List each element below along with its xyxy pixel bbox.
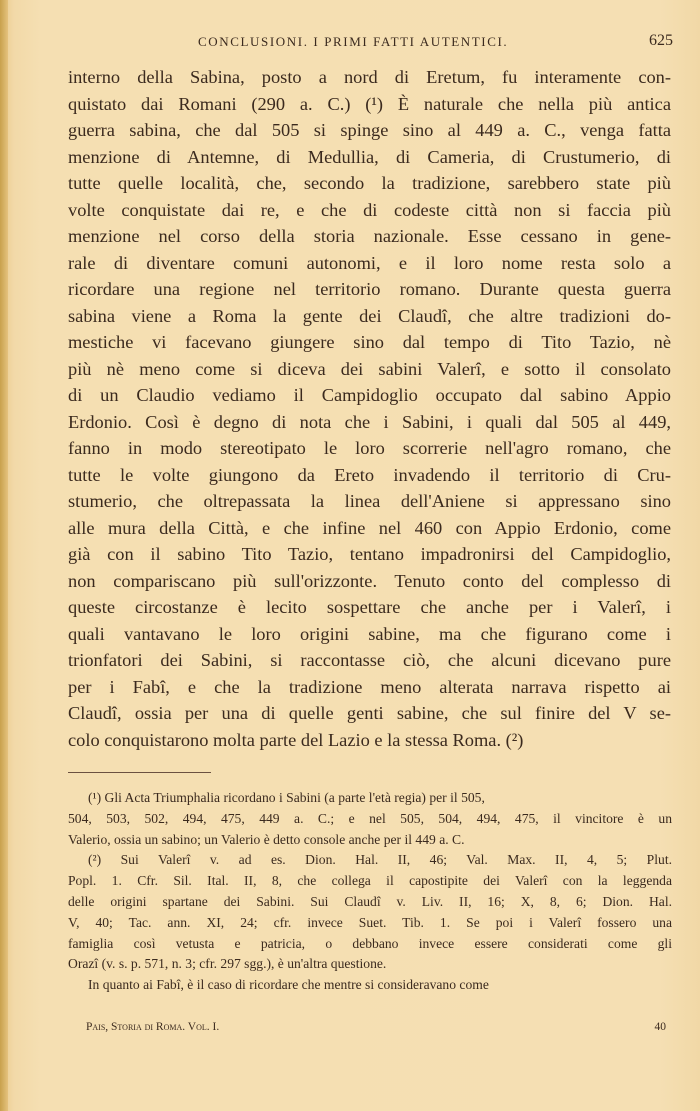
sheet-number: 40 xyxy=(654,1021,666,1033)
text-line: rale di diventare comuni autonomi, e il loro nome resta solo a xyxy=(68,252,671,273)
footnote-separator xyxy=(68,772,211,773)
footnote-line: In quanto ai Fabî, è il caso di ricordare che mentre si consideravano come xyxy=(88,977,489,993)
text-line: non compariscano più sull'orizzonte. Tenuto conto del complesso di xyxy=(68,570,671,591)
text-line: già con il sabino Tito Tazio, tentano impadronirsi del Campidoglio, xyxy=(68,544,671,564)
footnote-line: Valerio, ossia un sabino; un Valerio è detto console anche per il 449 a. C. xyxy=(68,831,465,847)
text-line: trionfatori dei Sabini, si raccontasse ciò, che alcuni dicevano pure xyxy=(68,650,671,670)
text-line: ricordare una regione nel territorio romano. Durante questa guerra xyxy=(68,279,671,299)
text-line: quistato dai Romani (290 a. C.) (¹) È naturale che nella più antica xyxy=(68,93,671,114)
page-spine-edge xyxy=(0,0,8,1111)
running-title: CONCLUSIONI. I PRIMI FATTI AUTENTICI. xyxy=(198,34,509,49)
footnote-line: (¹) Gli Acta Triumphalia ricordano i Sabini (a parte l'età regia) per il 505, xyxy=(88,790,485,805)
footnotes xyxy=(68,788,672,996)
text-line: volte conquistate dai re, e che di codeste città non si faccia più xyxy=(68,199,671,220)
text-line: quali vantavano le loro origini sabine, ma che figurano come i xyxy=(68,623,671,644)
text-line: per i Fabî, e che la tradizione meno alterata narrava rispetto ai xyxy=(68,676,671,697)
main-text xyxy=(68,64,671,753)
text-line: sabina viene a Roma la gente dei Claudî, che altre tradizioni do- xyxy=(68,305,671,326)
text-line: colo conquistarono molta parte del Lazio e la stessa Roma. (²) xyxy=(68,729,524,750)
footnote-line: V, 40; Tac. ann. XI, 24; cfr. invece Suet. Tib. 1. Se poi i Valerî fossero una xyxy=(68,914,672,930)
footnote-line: (²) Sui Valerî v. ad es. Dion. Hal. II, 46; Val. Max. II, 4, 5; Plut. xyxy=(88,852,672,868)
text-line: interno della Sabina, posto a nord di Eretum, fu interamente con- xyxy=(68,67,671,87)
footnote-line: famiglia così vetusta e patricia, o debbano invece essere considerati come gli xyxy=(68,935,672,951)
text-line: menzione nel corso della storia nazionale. Esse cessano in gene- xyxy=(68,226,671,246)
text-line: alle mura della Città, e che infine nel 460 con Appio Erdonio, come xyxy=(68,517,671,538)
text-line: queste circostanze è lecito sospettare che anche per i Valerî, i xyxy=(68,597,671,617)
footnote-line: Popl. 1. Cfr. Sil. Ital. II, 8, che collega il capostipite dei Valerî con la leggenda xyxy=(68,873,672,889)
text-line: di un Claudio vediamo il Campidoglio occupato dal sabino Appio xyxy=(68,385,671,405)
footnote-line: 504, 503, 502, 494, 475, 449 a. C.; e nel 505, 504, 494, 475, il vincitore è un xyxy=(68,810,672,826)
text-line: Claudî, ossia per una di quelle genti sabine, che sul finire del V se- xyxy=(68,703,671,723)
text-line: mestiche vi facevano giungere sino dal tempo di Tito Tazio, nè xyxy=(68,332,671,352)
text-line: tutte quelle località, che, secondo la tradizione, sarebbero state più xyxy=(68,173,671,193)
text-line: Erdonio. Così è degno di nota che i Sabini, i quali dal 505 al 449, xyxy=(68,411,671,432)
book-signature: Pais, Storia di Roma. Vol. I. xyxy=(86,1021,220,1033)
text-line: fanno in modo stereotipato le loro scorrerie nell'agro romano, che xyxy=(68,438,671,458)
text-line: più nè meno come si diceva dei sabini Valerî, e sotto il consolato xyxy=(68,358,671,379)
footnote-line: Orazî (v. s. p. 571, n. 3; cfr. 297 sgg.), è un'altra questione. xyxy=(68,956,387,972)
text-line: guerra sabina, che dal 505 si spinge sino al 449 a. C., venga fatta xyxy=(68,120,671,140)
text-line: stumerio, che oltrepassata la linea dell'Aniene si appressano sino xyxy=(68,491,671,511)
footnote-line: delle origini spartane dei Sabini. Sui Claudî v. Liv. II, 16; X, 8, 6; Dion. Hal. xyxy=(68,893,672,909)
text-line: tutte le volte giungono da Ereto invadendo il territorio di Cru- xyxy=(68,464,671,485)
text-line: menzione di Antemne, di Medullia, di Cameria, di Crustumerio, di xyxy=(68,146,671,167)
page-number: 625 xyxy=(649,32,673,49)
